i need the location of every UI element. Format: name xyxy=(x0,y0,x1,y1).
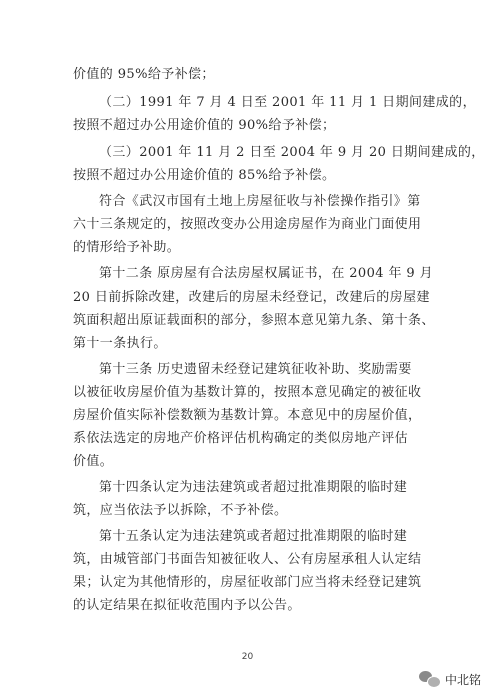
text-line: 第十二条 原房屋有合法房屋权属证书，在 2004 年 9 月 xyxy=(99,266,434,281)
text-line: （二）1991 年 7 月 4 日至 2001 年 11 月 1 日期间建成的， xyxy=(99,95,476,110)
page-number: 20 xyxy=(241,652,254,662)
text-line: 20 日前拆除改建，改建后的房屋未经登记，改建后的房屋建 xyxy=(73,290,430,305)
text-line: 以被征收房屋价值为基数计算的，按照本意见确定的被征收 xyxy=(73,385,422,400)
text-line: （三）2001 年 11 月 2 日至 2004 年 9 月 20 日期间建成的， xyxy=(99,145,485,160)
text-line: 房屋价值实际补偿数额为基数计算。本意见中的房屋价值， xyxy=(73,408,422,423)
text-line: 果；认定为其他情形的，房屋征收部门应当将未经登记建筑 xyxy=(73,575,422,590)
text-line: 筑面积超出原证载面积的部分，参照本意见第九条、第十条、 xyxy=(73,313,435,328)
text-line: 第十四条认定为违法建筑或者超过批准期限的临时建 xyxy=(99,480,408,495)
text-line: 系依法选定的房地产价格评估机构确定的类似房地产评估 xyxy=(73,431,409,446)
text-line: 第十三条 历史遗留未经登记建筑征收补助、奖励需要 xyxy=(99,362,412,377)
watermark-text: 中北铭 xyxy=(444,672,481,687)
watermark xyxy=(419,670,481,688)
text-line: 六十三条规定的，按照改变办公用途房屋作为商业门面使用 xyxy=(73,217,422,232)
text-line: 符合《武汉市国有土地上房屋征收与补偿操作指引》第 xyxy=(99,194,421,209)
wechat-icon xyxy=(419,670,441,688)
text-line: 按照不超过办公用途价值的 90%给予补偿； xyxy=(73,118,336,133)
text-line: 价值的 95%给予补偿； xyxy=(73,67,215,82)
text-line: 第十五条认定为违法建筑或者超过批准期限的临时建 xyxy=(99,529,408,544)
text-line: 的认定结果在拟征收范围内予以公告。 xyxy=(73,598,301,613)
text-line: 的情形给予补助。 xyxy=(73,240,181,255)
text-line: 筑，由城管部门书面告知被征收人、公有房屋承租人认定结 xyxy=(73,552,422,567)
text-line: 筑，应当依法予以拆除，不予补偿。 xyxy=(73,503,288,518)
text-line: 价值。 xyxy=(73,454,114,469)
text-line: 按照不超过办公用途价值的 85%给予补偿。 xyxy=(73,168,336,183)
text-line: 第十一条执行。 xyxy=(73,336,167,351)
